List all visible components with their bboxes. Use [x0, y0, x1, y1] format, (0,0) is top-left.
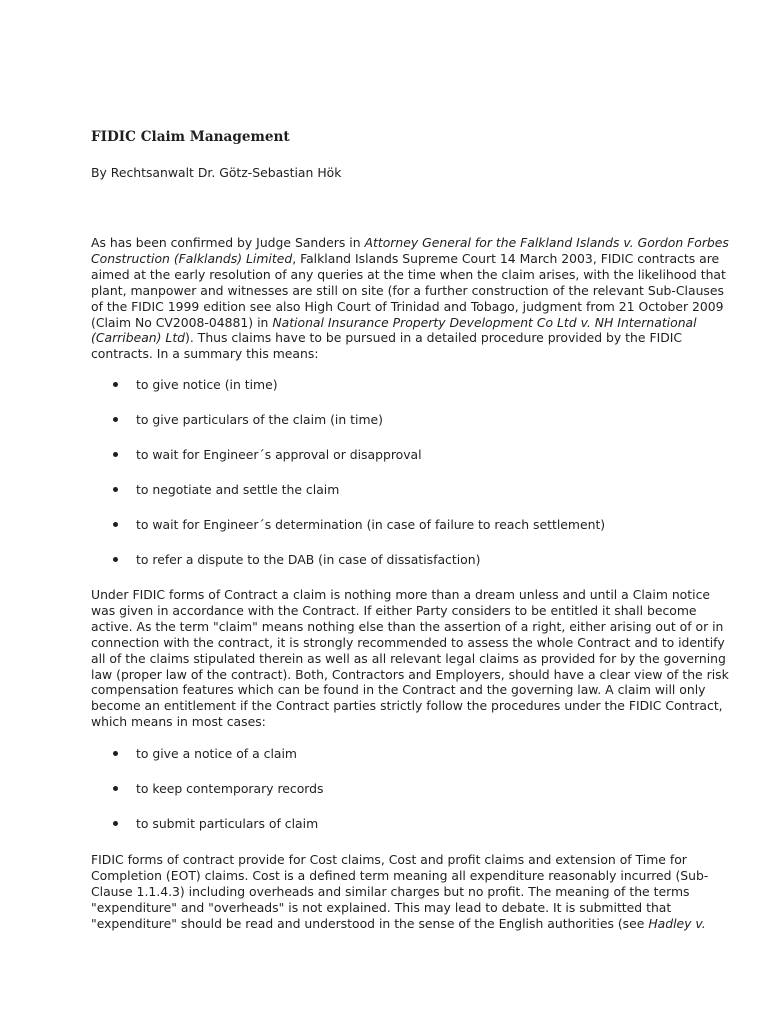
- text-line: was given in accordance with the Contract. If either Party considers to be entitled it shall become: [91, 602, 697, 618]
- text-line: of the FIDIC 1999 edition see also High Court of Trinidad and Tobago, judgment from 21 October 2009: [91, 298, 724, 314]
- bullet-icon: [113, 487, 118, 492]
- bullet-icon: [113, 452, 118, 457]
- text-line: which means in most cases:: [91, 714, 266, 730]
- bullet-icon: [113, 821, 118, 826]
- text-line: connection with the contract, it is strongly recommended to assess the whole Contract and to identify: [91, 634, 725, 650]
- list-item-text: to wait for Engineer´s determination (in case of failure to reach settlement): [136, 517, 606, 532]
- bullet-icon: [113, 522, 118, 527]
- case-citation: National Insurance Property Development Co Ltd v. NH International: [272, 314, 697, 330]
- paragraph-intro: [91, 235, 751, 362]
- case-citation: (Carribean) Ltd: [91, 330, 186, 346]
- text-line: compensation features which can be found in the Contract and the governing law. A claim will only: [91, 682, 706, 698]
- list-item-text: to submit particulars of claim: [136, 816, 319, 831]
- list-item-text: to give particulars of the claim (in time): [136, 412, 383, 427]
- list-item-text: to refer a dispute to the DAB (in case of dissatisfaction): [136, 552, 481, 567]
- text-line: [91, 251, 751, 267]
- text-line: aimed at the early resolution of any queries at the time when the claim arises, with the likelihood that: [91, 266, 726, 282]
- text-line: FIDIC forms of contract provide for Cost claims, Cost and profit claims and extension of Time for: [91, 852, 687, 867]
- text-line: law (proper law of the contract). Both, Contractors and Employers, should have a clear view of the risk: [91, 666, 729, 682]
- text-line: contracts. In a summary this means:: [91, 346, 319, 362]
- text-line: Clause 1.1.4.3) including overheads and similar charges but no profit. The meaning of the terms: [91, 883, 690, 899]
- text-line: "expenditure" and "overheads" is not explained. This may lead to debate. It is submitted that: [91, 899, 672, 915]
- bullet-icon: [113, 417, 118, 422]
- bullet-icon: [113, 786, 118, 791]
- list-item-text: to give a notice of a claim: [136, 746, 297, 761]
- list-item-text: to negotiate and settle the claim: [136, 482, 340, 497]
- text-line: [91, 916, 751, 932]
- text-line: Under FIDIC forms of Contract a claim is nothing more than a dream unless and until a Claim notice: [91, 587, 710, 602]
- case-citation: Hadley v.: [648, 915, 706, 931]
- text-line: [91, 235, 751, 251]
- author-line: By Rechtsanwalt Dr. Götz-Sebastian Hök: [91, 165, 342, 180]
- bullet-icon: [113, 751, 118, 756]
- text-line: plant, manpower and witnesses are still on site (for a further construction of the relevant Sub-Clauses: [91, 282, 724, 298]
- text-run: As has been confirmed by Judge Sanders in: [91, 235, 365, 250]
- text-line: active. As the term "claim" means nothing else than the assertion of a right, either arising out of or in: [91, 618, 724, 634]
- document-title: FIDIC Claim Management: [91, 129, 290, 145]
- paragraph-cost-claims: [91, 852, 751, 932]
- case-citation: Attorney General for the Falkland Islands v. Gordon Forbes: [364, 235, 729, 250]
- paragraph-claim-notice: [91, 587, 751, 730]
- text-run: ). Thus claims have to be pursued in a detailed procedure provided by the FIDIC: [185, 330, 683, 346]
- text-line: Completion (EOT) claims. Cost is a defined term meaning all expenditure reasonably incurred (Sub-: [91, 867, 709, 883]
- text-run: "expenditure" should be read and understood in the sense of the English authorities (see: [91, 915, 649, 931]
- bullet-icon: [113, 557, 118, 562]
- bullet-icon: [113, 382, 118, 387]
- list-item-text: to give notice (in time): [136, 377, 278, 392]
- text-line: all of the claims stipulated therein as well as all relevant legal claims as provided for by the governing: [91, 650, 726, 666]
- text-run: (Claim No CV2008-04881) in: [91, 314, 273, 330]
- text-run: , Falkland Islands Supreme Court 14 March 2003, FIDIC contracts are: [292, 250, 720, 266]
- list-item-text: to wait for Engineer´s approval or disapproval: [136, 447, 422, 462]
- list-item-text: to keep contemporary records: [136, 781, 324, 796]
- text-line: [91, 315, 751, 331]
- text-line: [91, 330, 751, 346]
- text-line: become an entitlement if the Contract parties strictly follow the procedures under the FIDIC Contract,: [91, 698, 723, 714]
- case-citation: Construction (Falklands) Limited: [91, 250, 293, 266]
